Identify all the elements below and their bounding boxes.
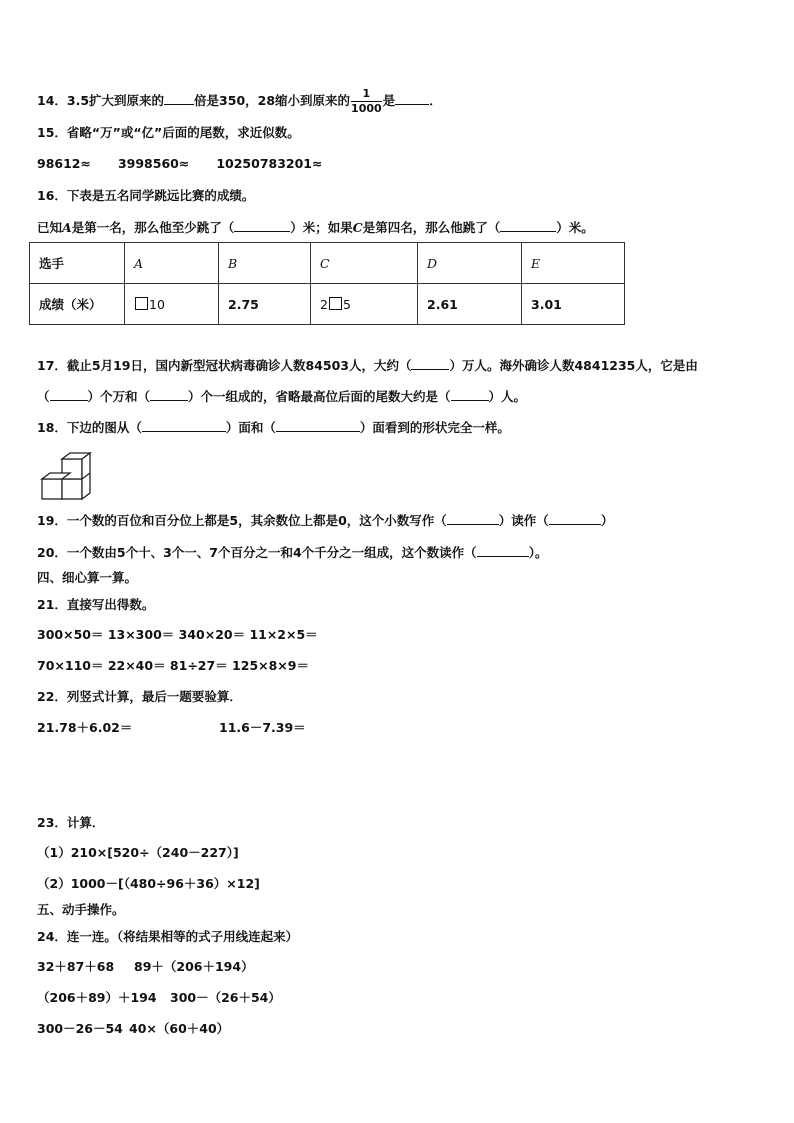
answer-blank (451, 388, 489, 401)
match-left-expr: 32＋87＋68 (37, 959, 115, 974)
section-heading: 四、细心算一算。 (37, 570, 138, 585)
player-cell: B (219, 243, 311, 284)
match-row-right (170, 990, 281, 1006)
estimate-item: 98612≈ (37, 156, 91, 171)
match-right-expr: 89＋（206＋194） (134, 959, 254, 974)
table-header-cell: 选手 (30, 243, 125, 284)
question-18: 18．下边的图从（ ）面和（ ）面看到的形状完全一样。 (37, 420, 510, 435)
match-row (37, 1021, 123, 1037)
question-22-expr2: 11.6－7.39＝ (219, 720, 306, 735)
estimate-item: 10250783201≈ (216, 156, 323, 171)
question-20: 20．一个数由5个十、3个一、7个百分之一和4个千分之一组成，这个数读作（ ）。 (37, 545, 548, 560)
answer-blank (150, 388, 188, 401)
match-left-expr: （206＋89）＋194 (37, 990, 157, 1005)
question-16-title: 16．下表是五名同学跳远比赛的成绩。 (37, 188, 255, 203)
fraction: $\frac{1}{1000}$ (351, 87, 382, 115)
cube-figure (39, 449, 101, 503)
scores-table (29, 242, 625, 325)
question-22-expr1: 21.78＋6.02＝ (37, 720, 133, 735)
score-cell: 2.75 (219, 284, 311, 325)
question-14: 14．3.5扩大到原来的 倍是350，28缩小到原来的 $\frac{1}{1000}$ 是 ． (37, 87, 442, 115)
match-right-expr: 40×（60＋40） (129, 1021, 230, 1036)
player-cell: D (418, 243, 522, 284)
question-23-item: （2）1000－[（480÷96＋36）×12] (37, 876, 260, 891)
table-row (30, 243, 625, 284)
score-cell: 10 (125, 284, 219, 325)
question-21-title: 21．直接写出得数。 (37, 597, 155, 612)
score-cell: 2 5 (311, 284, 418, 325)
question-23-item: （1）210×[520÷（240－227）] (37, 845, 239, 860)
answer-blank (164, 92, 194, 105)
answer-blank (50, 388, 88, 401)
question-24-title: 24．连一连。（将结果相等的式子用线连起来） (37, 929, 299, 944)
answer-blank (477, 544, 529, 557)
answer-blank (549, 512, 601, 525)
question-21-row: 70×110＝ 22×40＝ 81÷27＝ 125×8×9＝ (37, 658, 309, 673)
answer-blank (447, 512, 499, 525)
question-15: 15．省略“万”或“亿”后面的尾数，求近似数。 (37, 125, 300, 140)
player-cell: E (522, 243, 625, 284)
estimate-item: 3998560≈ (117, 156, 190, 171)
table-row (30, 284, 625, 325)
question-22-title: 22．列竖式计算，最后一题要验算． (37, 689, 242, 704)
answer-blank (142, 419, 226, 432)
match-left-expr: 300－26－54 (37, 1021, 123, 1036)
answer-blank (395, 92, 429, 105)
score-cell: 2.61 (418, 284, 522, 325)
answer-blank (276, 419, 360, 432)
answer-blank (411, 357, 449, 370)
section-heading: 五、动手操作。 (37, 902, 125, 917)
question-17-line2: （ ）个万和（ ）个一组成的，省略最高位后面的尾数大约是（ ）人。 (37, 389, 527, 404)
missing-digit-box (135, 297, 148, 310)
player-cell: C (311, 243, 418, 284)
match-right-expr: 300－（26＋54） (170, 990, 281, 1005)
match-row-right (129, 1021, 229, 1037)
match-row (37, 990, 157, 1006)
match-row-right (134, 959, 254, 975)
score-cell: 3.01 (522, 284, 625, 325)
player-cell: A (125, 243, 219, 284)
missing-digit-box (329, 297, 342, 310)
question-16-sentence: 已知A是第一名，那么他至少跳了（ ）米；如果C是第四名，那么他跳了（ ）米。 (37, 220, 594, 235)
question-19: 19．一个数的百位和百分位上都是5，其余数位上都是0，这个小数写作（ ）读作（ ） (37, 513, 614, 528)
answer-blank (234, 219, 290, 232)
question-21-row: 300×50＝ 13×300＝ 340×20＝ 11×2×5＝ (37, 627, 318, 642)
answer-blank (500, 219, 556, 232)
table-header-cell: 成绩（米） (30, 284, 125, 325)
match-row (37, 959, 114, 975)
question-17-line1: 17．截止5月19日，国内新型冠状病毒确诊人数84503人，大约（ ）万人。海外确诊人数4841235人，它是由 (37, 358, 698, 373)
question-23-title: 23．计算． (37, 815, 105, 830)
question-15-items (37, 156, 322, 172)
